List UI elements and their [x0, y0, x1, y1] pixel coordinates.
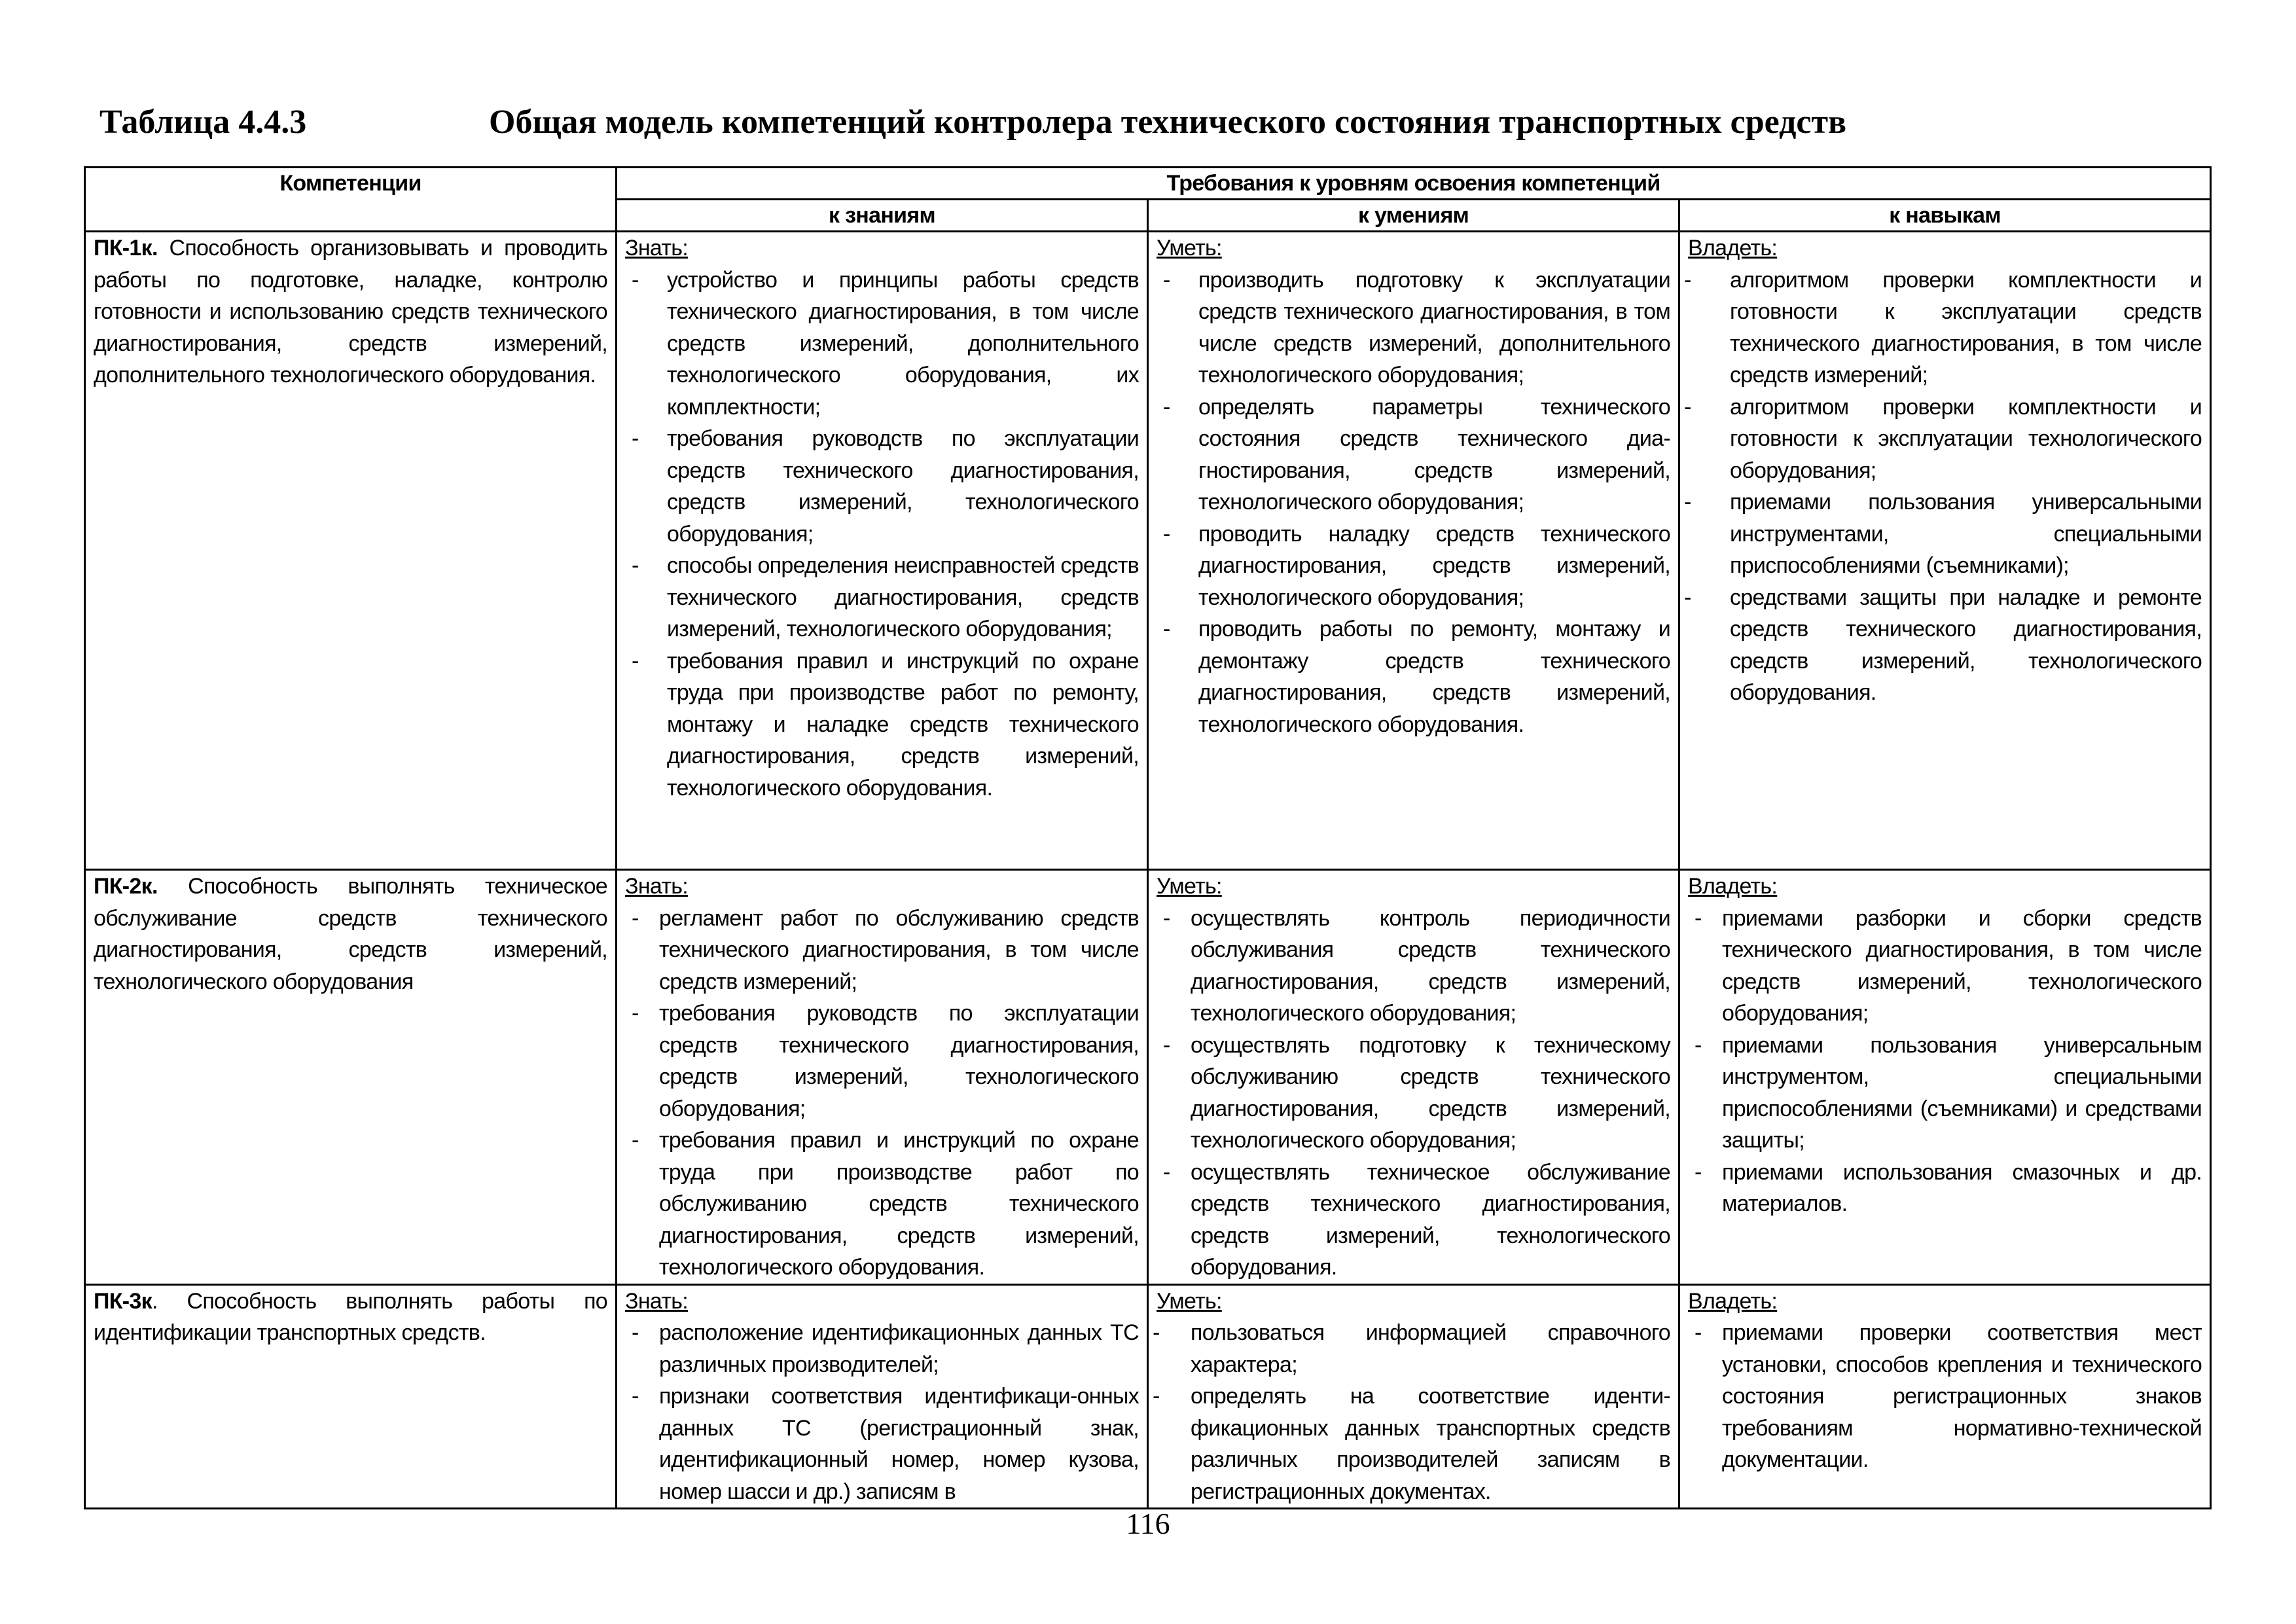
list-item: - требования руководств по эксплуатации средств технического диагностирования, средств измерений, технологического оборудования;	[625, 998, 1139, 1125]
list-item: - осуществлять контроль периодичности обслуживания средств технического диагностирования, средств измерений, технологического оборудования;	[1157, 903, 1670, 1030]
competence-cell	[85, 870, 617, 1285]
table-title-row	[99, 99, 2194, 145]
list-item: - алгоритмом проверки комплектности и готовности к эксплуатации средств технического диагностирования, в том числе средств измерений;	[1688, 264, 2202, 391]
list-item: - определять параметры технического состояния средств технического диа-гностирования, средств измерений, технологического оборудования;	[1157, 391, 1670, 518]
table-row	[85, 232, 2211, 870]
list-item: - осуществлять техническое обслуживание средств технического диагностирования, средств измерений, технологического оборудования.	[1157, 1157, 1670, 1284]
skills-cell	[1679, 1284, 2211, 1509]
abilities-cell	[1148, 870, 1679, 1285]
list-item: - устройство и принципы работы средств технического диагностирования, в том числе средств измерений, дополнительного технологического оборудования, их комплектности;	[625, 264, 1139, 424]
competence-text: Способность организовывать и проводить работы по подготовке, наладке, контролю готовности и использованию средств технического диагностирования, средств измерений, дополнительного технологического оборудования.	[94, 236, 607, 388]
table-row	[85, 1284, 2211, 1509]
skills-cell	[1679, 232, 2211, 870]
competence-code: ПК-3к	[94, 1288, 152, 1314]
competence-code: ПК-2к.	[94, 874, 158, 899]
competence-cell	[85, 1284, 617, 1509]
header-knowledge: к знаниям	[617, 200, 1148, 232]
abilities-cell	[1148, 1284, 1679, 1509]
list-item: - осуществлять подготовку к техническому обслуживанию средств технического диагностирования, средств измерений, технологического оборудования;	[1157, 1030, 1670, 1157]
list-item: - признаки соответствия идентификаци-онных данных ТС (регистрационный знак, идентификационный номер, номер кузова, номер шасси и др.) записям в	[625, 1380, 1139, 1507]
header-requirements: Требования к уровням освоения компетенций	[617, 168, 2211, 200]
knowledge-heading: Знать:	[625, 874, 689, 899]
list-item: - приемами использования смазочных и др. материалов.	[1688, 1157, 2202, 1220]
knowledge-cell	[617, 870, 1148, 1285]
list-item: - определять на соответствие иденти-фикационных данных транспортных средств различных производителей записям в регистрационных документах.	[1157, 1380, 1670, 1507]
list-item: - требования правил и инструкций по охране труда при производстве работ по обслуживанию средств технического диагностирования, средств измерений, технологического оборудования.	[625, 1125, 1139, 1284]
list-item: - требования правил и инструкций по охране труда при производстве работ по ремонту, монтажу и наладке средств технического диагностирования, средств измерений, технологического оборудования.	[625, 645, 1139, 804]
skills-heading: Владеть:	[1688, 236, 1778, 261]
list-item: - пользоваться информацией справочного характера;	[1157, 1317, 1670, 1380]
list-item: - алгоритмом проверки комплектности и готовности к эксплуатации технологического оборудования;	[1688, 391, 2202, 487]
abilities-heading: Уметь:	[1157, 874, 1222, 899]
knowledge-cell	[617, 1284, 1148, 1509]
table-number: Таблица 4.4.3	[99, 103, 307, 141]
list-item: - средствами защиты при наладке и ремонте средств технического диагностирования, средств измерений, технологического оборудования.	[1688, 582, 2202, 709]
list-item: - расположение идентификационных данных ТС различных производителей;	[625, 1317, 1139, 1380]
skills-heading: Владеть:	[1688, 1288, 1778, 1314]
header-skills: к навыкам	[1679, 200, 2211, 232]
list-item: - требования руководств по эксплуатации средств технического диагностирования, средств измерений, технологического оборудования;	[625, 423, 1139, 550]
page-number: 116	[1126, 1507, 1170, 1540]
competency-table	[84, 166, 2212, 1509]
competence-code: ПК-1к.	[94, 236, 158, 261]
abilities-heading: Уметь:	[1157, 236, 1222, 261]
abilities-heading: Уметь:	[1157, 1288, 1222, 1314]
list-item: - производить подготовку к эксплуатации средств технического диагностирования, в том числе средств измерений, дополнительного технологического оборудования;	[1157, 264, 1670, 391]
competence-text: . Способность выполнять работы по идентификации транспортных средств.	[94, 1288, 607, 1345]
knowledge-heading: Знать:	[625, 236, 689, 261]
competence-text: Способность выполнять техническое обслуживание средств технического диагностирования, средств измерений, технологического оборудования	[94, 874, 607, 994]
abilities-cell	[1148, 232, 1679, 870]
knowledge-heading: Знать:	[625, 1288, 689, 1314]
list-item: - приемами пользования универсальными инструментами, специальными приспособлениями (съемниками);	[1688, 486, 2202, 582]
competence-cell	[85, 232, 617, 870]
header-abilities: к умениям	[1148, 200, 1679, 232]
list-item: - приемами пользования универсальным инструментом, специальными приспособлениями (съемниками) и средствами защиты;	[1688, 1030, 2202, 1157]
list-item: - приемами разборки и сборки средств технического диагностирования, в том числе средств измерений, технологического оборудования;	[1688, 903, 2202, 1030]
table-row	[85, 870, 2211, 1285]
table-title: Общая модель компетенций контролера технического состояния транспортных средств	[489, 103, 1847, 141]
skills-heading: Владеть:	[1688, 874, 1778, 899]
list-item: - приемами проверки соответствия мест установки, способов крепления и технического состояния регистрационных знаков требованиям нормативно-технической документации.	[1688, 1317, 2202, 1476]
knowledge-cell	[617, 232, 1148, 870]
list-item: - проводить работы по ремонту, монтажу и демонтажу средств технического диагностирования, средств измерений, технологического оборудования.	[1157, 613, 1670, 740]
skills-cell	[1679, 870, 2211, 1285]
list-item: - регламент работ по обслуживанию средств технического диагностирования, в том числе средств измерений;	[625, 903, 1139, 998]
list-item: - способы определения неисправностей средств технического диагностирования, средств измерений, технологического оборудования;	[625, 550, 1139, 645]
header-competencies: Компетенции	[85, 168, 617, 232]
list-item: - проводить наладку средств технического диагностирования, средств измерений, технологического оборудования;	[1157, 518, 1670, 614]
